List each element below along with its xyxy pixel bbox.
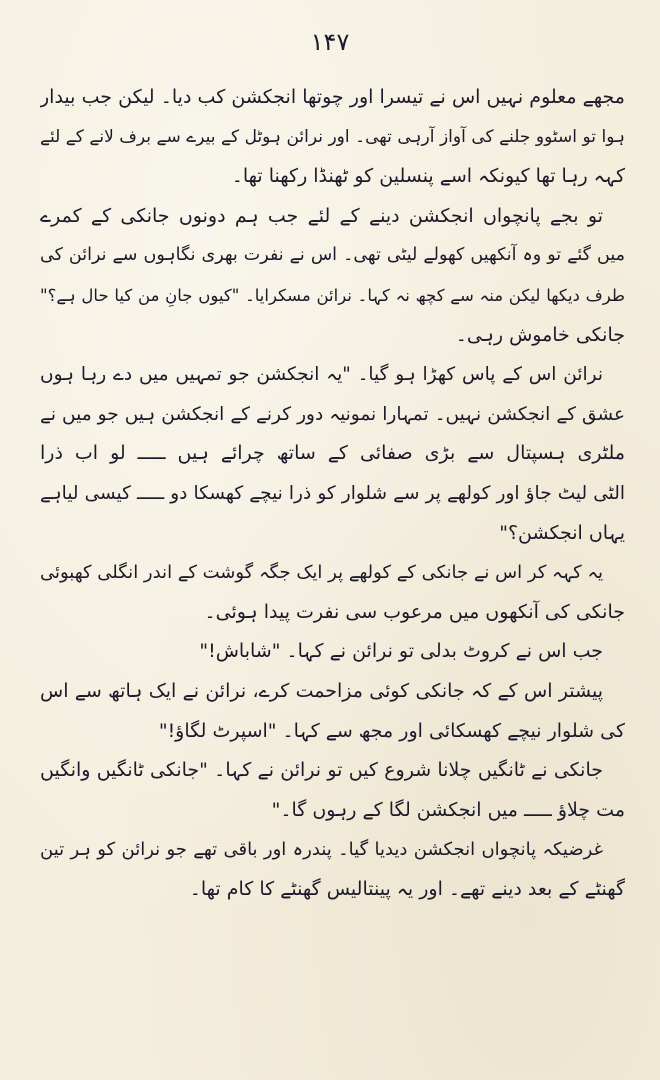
text-line: جب اس نے کروٹ بدلی تو نرائن نے کہا۔ "شاباش!" [199,640,603,663]
text-line: جانکی خاموش رہی۔ [455,323,625,346]
text-line: یہاں انجکشن؟" [499,521,625,544]
text-line: ملٹری ہسپتال سے بڑی صفائی کے ساتھ چرائے ہیں ـــــ لو اب ذرا [40,442,625,465]
text-line: جانکی کی آنکھوں میں مرعوب سی نفرت پیدا ہوئی۔ [204,600,625,623]
text-line: پیشتر اس کے کہ جانکی کوئی مزاحمت کرے، نرائن نے ایک ہاتھ سے اس [40,679,603,702]
text-line: مت چلاؤ ـــــ میں انجکشن لگا کے رہوں گا۔" [271,798,625,821]
text-line: تو بجے پانچواں انجکشن دینے کے لئے جب ہم دونوں جانکی کے کمرے [40,204,603,227]
text-line: جانکی نے ٹانگیں چلانا شروع کیں تو نرائن نے کہا۔ "جانکی ٹانگیں وانگیں [40,759,603,782]
text-line: مجھے معلوم نہیں اس نے تیسرا اور چوتھا انجکشن کب دیا۔ لیکن جب بیدار [40,86,625,108]
text-line: نرائن اس کے پاس کھڑا ہو گیا۔ "یہ انجکشن جو تمہیں میں دے رہا ہوں [40,364,603,386]
urdu-text-body [40,78,625,909]
text-line: عشق کے انجکشن نہیں۔ تمہارا نمونیہ دور کرنے کے انجکشن ہیں جو میں نے [40,403,625,425]
text-line: گھنٹے کے بعد دینے تھے۔ اور یہ پینتالیس گھنٹے کا کام تھا۔ [189,877,625,900]
text-line: الٹی لیٹ جاؤ اور کولھے پر سے شلوار کو ذرا نیچے کھسکا دو ـــــ کیسی لیاہے [40,482,625,504]
text-line: طرف دیکھا لیکن منہ سے کچھ نہ کہا۔ نرائن مسکرایا۔ "کیوں جانِ من کیا حال ہے؟" [40,285,625,305]
text-line: ہوا تو اسٹوو جلنے کی آواز آرہی تھی۔ اور نرائن ہوٹل کے بیرے سے برف لانے کے لئے [40,126,625,147]
text-line: غرضیکہ پانچواں انجکشن دیدیا گیا۔ پندرہ اور باقی تھے جو نرائن کو ہر تین [40,839,603,861]
text-line: کی شلوار نیچے کھسکائی اور مجھ سے کہا۔ "اسپرٹ لگاؤ!" [158,719,625,742]
text-line: میں گئے تو وہ آنکھیں کھولے لیٹی تھی۔ اس نے نفرت بھری نگاہوں سے نرائن کی [40,245,625,266]
text-line: کہہ رہا تھا کیونکہ اسے پنسلین کو ٹھنڈا رکھنا تھا۔ [231,165,625,188]
page-number: ۱۴۷ [310,28,350,56]
text-line: یہ کہہ کر اس نے جانکی کے کولھے پر ایک جگہ گوشت کے اندر انگلی کھبوئی [40,562,603,584]
